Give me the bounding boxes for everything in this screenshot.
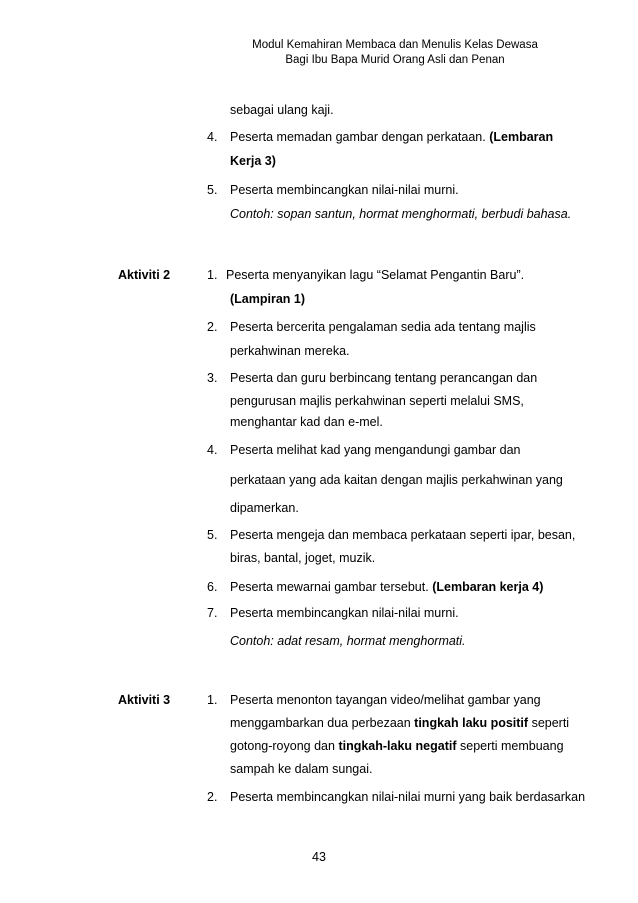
list-item-continuation: gotong-royong dan tingkah-laku negatif seperti membuang	[230, 739, 564, 753]
item-number: 3.	[207, 371, 218, 385]
list-item-continuation: perkahwinan mereka.	[230, 344, 350, 358]
example-text: Contoh: adat resam, hormat menghormati.	[230, 634, 466, 648]
list-item: Peserta melihat kad yang mengandungi gambar dan	[230, 443, 521, 457]
header-line-1: Modul Kemahiran Membaca dan Menulis Kelas Dewasa	[252, 39, 538, 51]
page-header	[230, 38, 560, 68]
item-number: 1.	[207, 693, 218, 707]
list-item-continuation: dipamerkan.	[230, 501, 299, 515]
item-number: 5.	[207, 183, 218, 197]
header-line-2: Bagi Ibu Bapa Murid Orang Asli dan Penan	[285, 54, 505, 66]
list-item: Peserta memadan gambar dengan perkataan. (Lembaran	[230, 130, 554, 144]
list-item-continuation: (Lampiran 1)	[230, 292, 306, 306]
list-item: Peserta membincangkan nilai-nilai murni.	[230, 606, 459, 620]
activity-label: Aktiviti 3	[118, 693, 171, 707]
list-item-continuation: pengurusan majlis perkahwinan seperti melalui SMS,	[230, 394, 524, 408]
list-item-continuation: perkataan yang ada kaitan dengan majlis perkahwinan yang	[230, 473, 563, 487]
item-number: 7.	[207, 606, 218, 620]
page-number: 43	[312, 850, 326, 864]
list-item: Peserta mewarnai gambar tersebut. (Lembaran kerja 4)	[230, 580, 544, 594]
list-item: Peserta menyanyikan lagu “Selamat Pengantin Baru”.	[226, 268, 525, 282]
list-item-continuation: sampah ke dalam sungai.	[230, 762, 373, 776]
item-number: 2.	[207, 790, 218, 804]
list-item: Peserta mengeja dan membaca perkataan seperti ipar, besan,	[230, 528, 576, 542]
example-text: Contoh: sopan santun, hormat menghormati, berbudi bahasa.	[230, 207, 572, 221]
list-item: Peserta membincangkan nilai-nilai murni yang baik berdasarkan	[230, 790, 586, 804]
item-number: 4.	[207, 443, 218, 457]
item-number: 2.	[207, 320, 218, 334]
list-item: Peserta dan guru berbincang tentang perancangan dan	[230, 371, 538, 385]
list-item: Peserta bercerita pengalaman sedia ada tentang majlis	[230, 320, 536, 334]
list-item-continuation: biras, bantal, joget, muzik.	[230, 551, 376, 565]
continuation-text: sebagai ulang kaji.	[230, 103, 334, 117]
item-number: 1.	[207, 268, 218, 282]
item-number: 4.	[207, 130, 218, 144]
list-item-continuation: Kerja 3)	[230, 154, 276, 168]
item-number: 5.	[207, 528, 218, 542]
list-item-continuation: menggambarkan dua perbezaan tingkah laku positif seperti	[230, 716, 570, 730]
list-item-continuation: menghantar kad dan e-mel.	[230, 415, 383, 429]
item-number: 6.	[207, 580, 218, 594]
list-item: Peserta membincangkan nilai-nilai murni.	[230, 183, 459, 197]
activity-label: Aktiviti 2	[118, 268, 171, 282]
list-item: Peserta menonton tayangan video/melihat gambar yang	[230, 693, 541, 707]
